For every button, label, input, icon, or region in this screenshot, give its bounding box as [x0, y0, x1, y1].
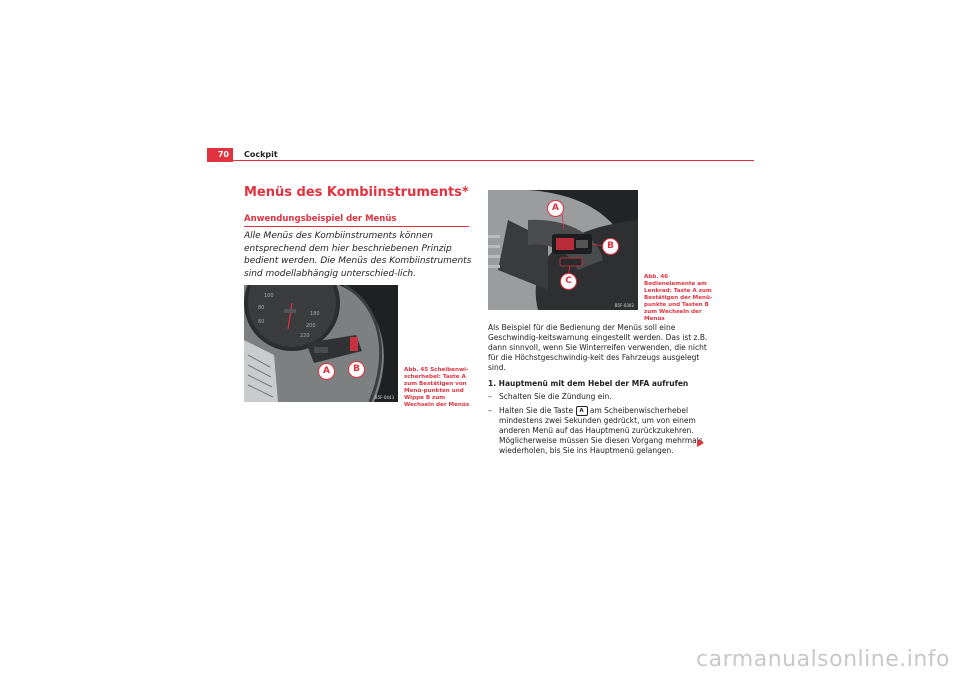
- figure-steering-wheel: [488, 190, 638, 310]
- figure2-label-b: B: [602, 238, 619, 255]
- svg-text:100: 100: [264, 293, 274, 299]
- sub-rule: [244, 226, 469, 227]
- figure1-label-a: A: [318, 363, 335, 380]
- figure1-label-b: B: [348, 361, 365, 378]
- list-item-text: Schalten Sie die Zündung ein.: [499, 392, 612, 401]
- list-item-text-pre: Halten Sie die Taste: [499, 406, 574, 415]
- page-number: 70: [207, 148, 233, 162]
- continue-arrow-icon: [697, 439, 704, 447]
- watermark: carmanualsonline.info: [696, 647, 950, 672]
- svg-text:80: 80: [258, 305, 265, 311]
- dash-bullet: –: [488, 392, 492, 401]
- figure2-code: B5F-0302: [614, 303, 634, 308]
- wiper-lever-illustration: [244, 285, 398, 402]
- svg-text:220: 220: [300, 333, 310, 339]
- body-text: [488, 323, 718, 460]
- figure2-label-c: C: [560, 273, 577, 290]
- intro-text: Alle Menüs des Kombiinstruments können entsprechend dem hier beschriebenen Prinzip bedient werden. Die Menüs des Kombiinstruments sind modellabhängig unterschied-lich.: [244, 231, 472, 279]
- figure2-label-a: A: [547, 200, 564, 217]
- figure1-code: B5F-0443: [374, 395, 394, 400]
- chapter-title: Cockpit: [244, 150, 278, 159]
- svg-text:180: 180: [310, 311, 320, 317]
- header-rule: [233, 160, 754, 161]
- svg-text:200: 200: [306, 323, 316, 329]
- section-title: Menüs des Kombiinstruments*: [244, 185, 469, 200]
- figure1-caption: Abb. 45 Scheibenwi-scherhebel: Taste A zum Bestätigen von Menü-punkten und Wippe B zum Wechseln der Menüs: [404, 367, 470, 408]
- sub-title: Anwendungsbeispiel der Menüs: [244, 214, 397, 224]
- figure2-caption: Abb. 46 Bedienelemente am Lenkrad: Taste A zum Bestätigen der Menü-punkte und Tasten B zum Wechseln der Menüs: [644, 274, 713, 322]
- list-item: [488, 392, 718, 402]
- list-item: [488, 406, 718, 456]
- button-a-badge: A: [576, 406, 588, 416]
- figure-wiper-lever: [244, 285, 398, 402]
- list-item-text-post: am Scheibenwischerhebel mindestens zwei Sekunden gedrückt, um von einem anderen Menü auf das Hauptmenü zurückzukehren. Möglicherweise müssen Sie diesen Vorgang mehrmals wiederholen, bis Sie ins Hauptmenü gelangen.: [499, 406, 703, 455]
- body-paragraph: Als Beispiel für die Bedienung der Menüs soll eine Geschwindig-keitswarnung eingestellt werden. Das ist z.B. dann sinnvoll, wenn Sie Winterreifen verwenden, die nicht für die Höchstgeschwindig-keit des Fahrzeugs ausgelegt sind.: [488, 323, 708, 372]
- step-title: 1. Hauptmenü mit dem Hebel der MFA aufrufen: [488, 379, 689, 388]
- dash-bullet: –: [488, 406, 492, 415]
- svg-text:60: 60: [258, 319, 265, 325]
